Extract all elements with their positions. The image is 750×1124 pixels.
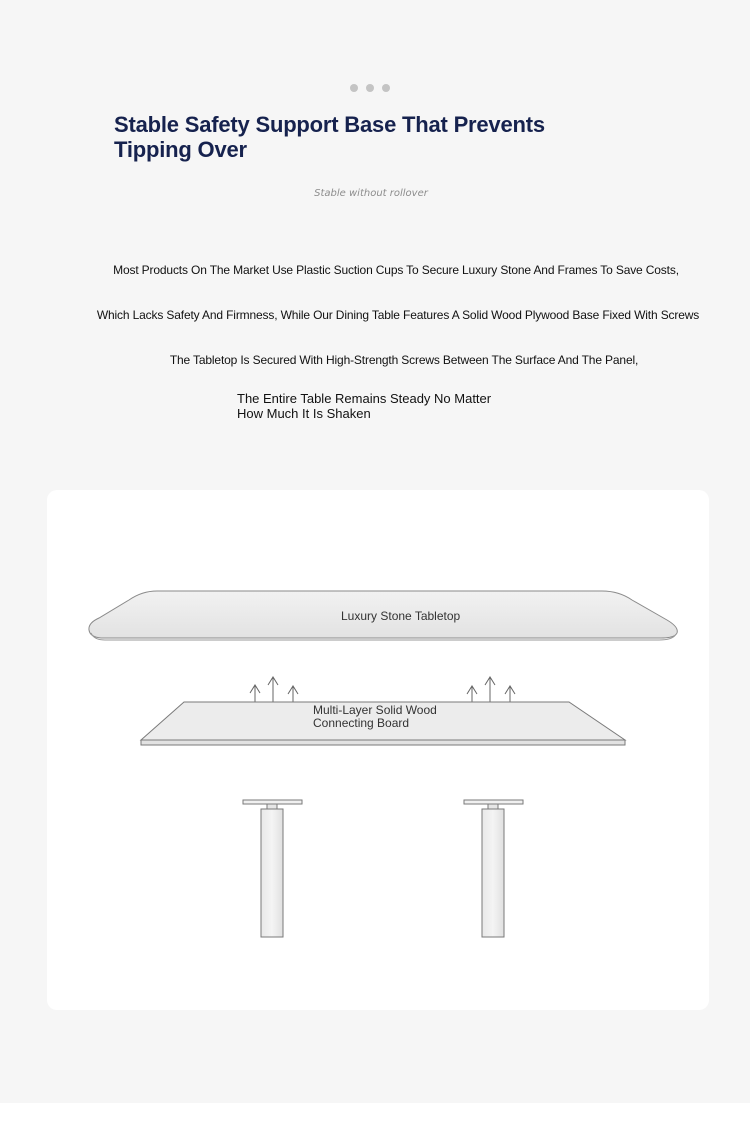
table-structure-diagram <box>47 490 709 1010</box>
description-line-1: Most Products On The Market Use Plastic Suction Cups To Secure Luxury Stone And Frames To Save Costs, <box>113 263 679 277</box>
table-leg-right <box>464 800 523 937</box>
diagram-card <box>47 490 709 1010</box>
dot[interactable] <box>350 84 358 92</box>
tabletop-label: Luxury Stone Tabletop <box>341 609 461 623</box>
carousel-dots <box>350 84 390 92</box>
table-leg-left <box>243 800 302 937</box>
description-line-3: The Tabletop Is Secured With High-Strength Screws Between The Surface And The Panel, <box>169 353 639 367</box>
dot[interactable] <box>366 84 374 92</box>
page-title: Stable Safety Support Base That Prevents Tipping Over <box>114 112 545 162</box>
board-label-line-1: Multi-Layer Solid Wood <box>313 703 437 717</box>
description-line-4: The Entire Table Remains Steady No Matter How Much It Is Shaken <box>237 391 492 421</box>
page-subtitle: Stable without rollover <box>314 188 428 199</box>
dot[interactable] <box>382 84 390 92</box>
bottom-strip <box>0 1103 750 1124</box>
board-label-line-2: Connecting Board <box>313 716 410 730</box>
description-line-2: Which Lacks Safety And Firmness, While Our Dining Table Features A Solid Wood Plywood Base Fixed With Screws <box>96 308 700 322</box>
